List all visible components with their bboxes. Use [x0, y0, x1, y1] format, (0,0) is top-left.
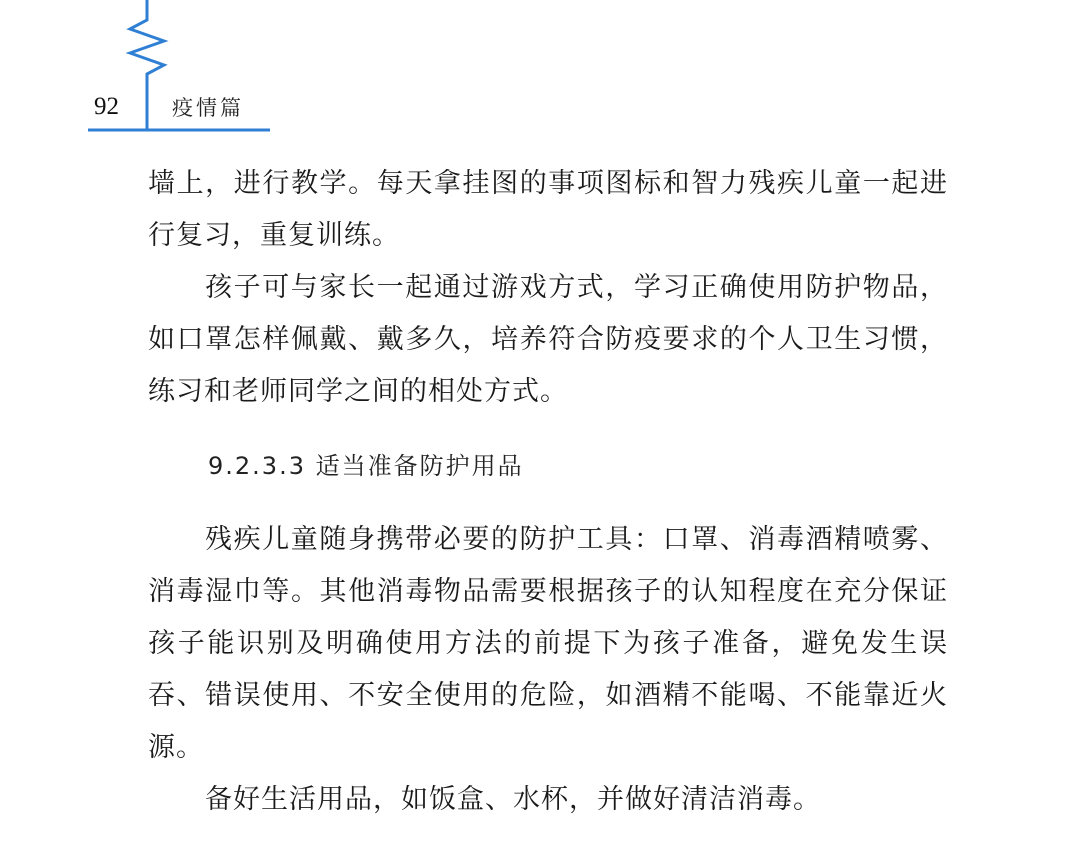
zigzag-line — [130, 0, 164, 130]
paragraph-daily-items: 备好生活用品，如饭盒、水杯，并做好清洁消毒。 — [205, 784, 821, 815]
paragraph-protective-tools: 残疾儿童随身携带必要的防护工具：口罩、消毒酒精喷雾、消毒湿巾等。其他消毒物品需要根据孩子的认知程度在充分保证孩子能识别及明确使用方法的前提下为孩子准备，避免发生误吞、错误使用、不安全使用的危险，如酒精不能喝、不能靠近火源。 — [148, 524, 948, 763]
paragraph-continued: 墙上，进行教学。每天拿挂图的事项图标和智力残疾儿童一起进行复习，重复训练。 — [148, 168, 948, 251]
page-content — [148, 158, 948, 826]
section-subheading: 9.2.3.3 适当准备防护用品 — [208, 452, 524, 480]
header-decoration — [0, 0, 300, 140]
section-name: 疫情篇 — [172, 96, 244, 120]
page-number: 92 — [94, 93, 119, 120]
paragraph-game-learning: 孩子可与家长一起通过游戏方式，学习正确使用防护物品，如口罩怎样佩戴、戴多久，培养符合防疫要求的个人卫生习惯，练习和老师同学之间的相处方式。 — [148, 272, 948, 407]
